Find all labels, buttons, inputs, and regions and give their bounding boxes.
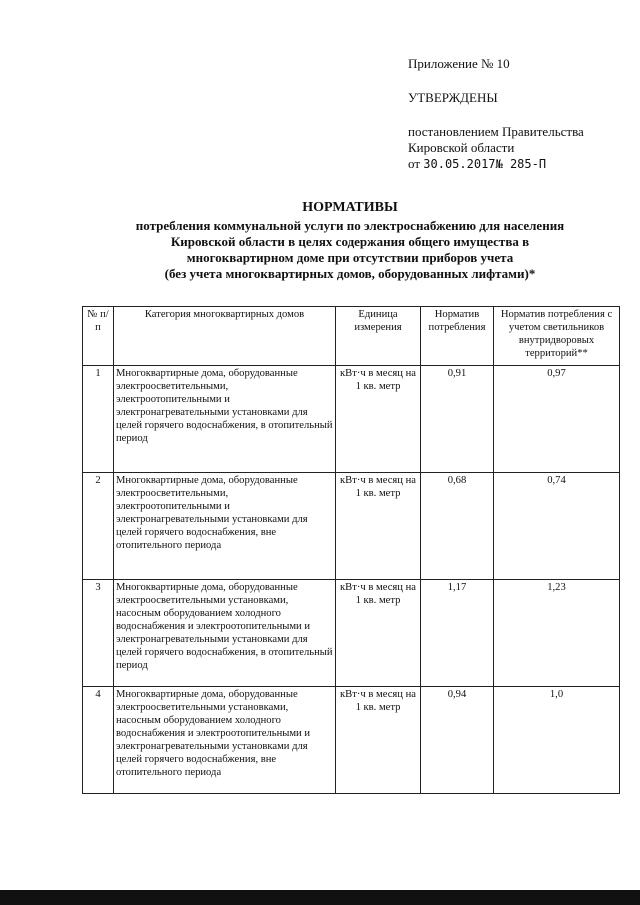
title-line-2: Кировской области в целях содержания общего имущества в xyxy=(170,234,530,249)
row-num: 2 xyxy=(83,473,114,580)
row-norm-lighting: 1,23 xyxy=(494,580,620,687)
row-norm: 0,68 xyxy=(421,473,494,580)
row-unit: кВт·ч в месяц на 1 кв. метр xyxy=(336,473,421,580)
row-norm: 1,17 xyxy=(421,580,494,687)
decree-prefix: от xyxy=(408,156,421,171)
header-norm-lighting: Норматив потребления с учетом светильников внутридворовых территорий** xyxy=(494,307,620,366)
header-norm: Норматив потребления xyxy=(421,307,494,366)
table-header-row xyxy=(83,307,620,366)
decree-line-1: постановлением Правительства xyxy=(408,124,584,139)
row-norm-lighting: 1,0 xyxy=(494,687,620,794)
row-category: Многоквартирные дома, оборудованные электроосветительными, электроотопительными и электронагревательными установками для целей горячего водоснабжения, вне отопительного периода xyxy=(114,473,336,580)
decree-line-2: Кировской области xyxy=(408,140,515,155)
row-num: 3 xyxy=(83,580,114,687)
row-norm: 0,91 xyxy=(421,366,494,473)
title-heading: НОРМАТИВЫ xyxy=(302,200,398,215)
table-row xyxy=(83,687,620,794)
scan-bottom-edge xyxy=(0,890,640,905)
appendix-label: Приложение № 10 xyxy=(408,56,510,71)
decree-line-3 xyxy=(408,156,584,172)
row-unit: кВт·ч в месяц на 1 кв. метр xyxy=(336,687,421,794)
row-num: 4 xyxy=(83,687,114,794)
document-title xyxy=(90,200,610,282)
title-line-3: многоквартирном доме при отсутствии приборов учета xyxy=(186,250,514,265)
decree-date-number: 30.05.2017№ 285-П xyxy=(423,157,547,171)
table-row xyxy=(83,580,620,687)
table-row xyxy=(83,366,620,473)
row-num: 1 xyxy=(83,366,114,473)
row-unit: кВт·ч в месяц на 1 кв. метр xyxy=(336,580,421,687)
row-unit: кВт·ч в месяц на 1 кв. метр xyxy=(336,366,421,473)
row-norm: 0,94 xyxy=(421,687,494,794)
header-category: Категория многоквартирных домов xyxy=(114,307,336,366)
title-line-1: потребления коммунальной услуги по электроснабжению для населения xyxy=(135,218,565,233)
header-num: № п/п xyxy=(83,307,114,366)
row-norm-lighting: 0,97 xyxy=(494,366,620,473)
table-row xyxy=(83,473,620,580)
approved-label: УТВЕРЖДЕНЫ xyxy=(408,90,498,105)
row-norm-lighting: 0,74 xyxy=(494,473,620,580)
row-category: Многоквартирные дома, оборудованные электроосветительными, электроотопительными и электронагревательными установками для целей горячего водоснабжения, в отопительный период xyxy=(114,366,336,473)
row-category: Многоквартирные дома, оборудованные электроосветительными установками, насосным оборудованием холодного водоснабжения и электроотопительными и электронагревательными установками для целей горячего водоснабжения, вне отопительного периода xyxy=(114,687,336,794)
norms-table xyxy=(82,306,620,794)
title-line-4: (без учета многоквартирных домов, оборудованных лифтами)* xyxy=(164,266,536,281)
header-unit: Единица измерения xyxy=(336,307,421,366)
row-category: Многоквартирные дома, оборудованные электроосветительными установками, насосным оборудованием холодного водоснабжения и электроотопительными и электронагревательными установками для целей горячего водоснабжения, в отопительный период xyxy=(114,580,336,687)
appendix-block xyxy=(408,56,584,172)
